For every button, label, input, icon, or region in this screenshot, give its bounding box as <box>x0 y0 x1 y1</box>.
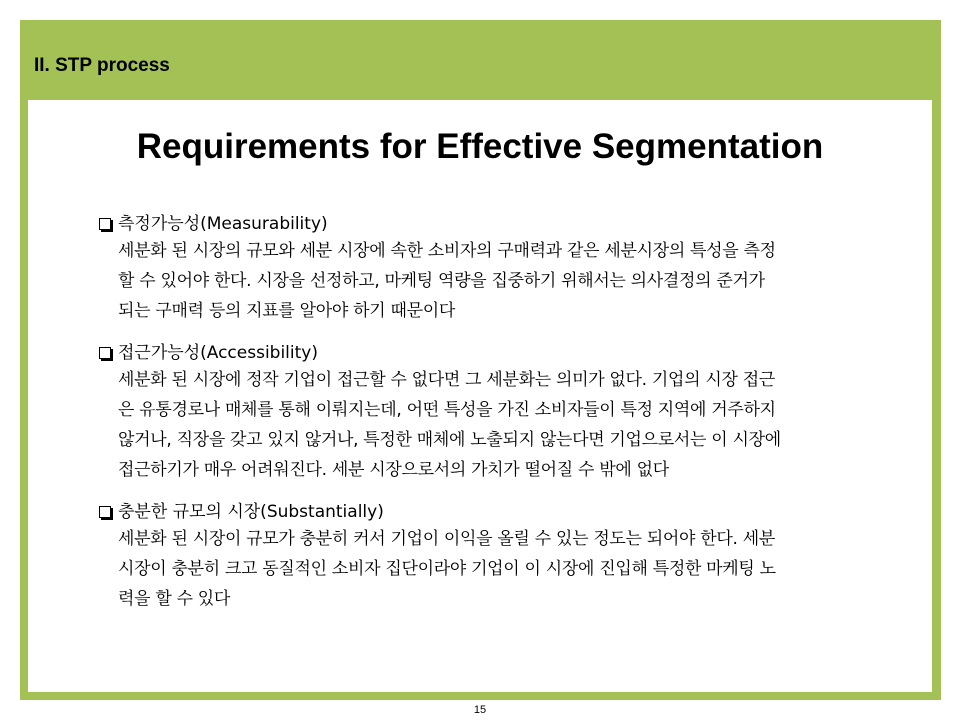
requirement-substantiality <box>98 500 898 614</box>
section-header-title: II. STP process <box>34 55 170 76</box>
slide-content <box>28 100 932 692</box>
page-number: 15 <box>473 704 487 716</box>
requirement-text-line: 세분화 된 시장이 규모가 충분히 커서 기업이 이익을 올릴 수 있는 정도는 되어야 한다. 세분 <box>118 529 775 549</box>
slide-frame <box>20 20 941 700</box>
requirement-text-line: 할 수 있어야 한다. 시장을 선정하고, 마케팅 역량을 집중하기 위해서는 의사결정의 준거가 <box>118 271 765 291</box>
requirements-list <box>98 212 898 629</box>
checkbox-bullet-icon <box>99 506 111 518</box>
requirement-text-line: 접근하기가 매우 어려워진다. 세분 시장으로서의 가치가 떨어질 수 밖에 없다 <box>118 460 669 480</box>
slide-title: Requirements for Effective Segmentation <box>136 127 824 166</box>
requirement-text-line: 세분화 된 시장의 규모와 세분 시장에 속한 소비자의 구매력과 같은 세분시장의 특성을 측정 <box>118 241 776 261</box>
requirement-text-line: 않거나, 직장을 갖고 있지 않거나, 특정한 매체에 노출되지 않는다면 기업으로서는 이 시장에 <box>118 430 781 450</box>
checkbox-bullet-icon <box>99 218 111 230</box>
requirement-text-line: 세분화 된 시장에 정작 기업이 접근할 수 없다면 그 세분화는 의미가 없다. 기업의 시장 접근 <box>118 370 775 390</box>
requirement-heading-text: 측정가능성(Measurability) <box>118 214 328 234</box>
requirement-measurability <box>98 212 898 326</box>
requirement-text-line: 은 유통경로나 매체를 통해 이뤄지는데, 어떤 특성을 가진 소비자들이 특정 지역에 거주하지 <box>118 400 776 420</box>
requirement-heading <box>98 212 898 236</box>
requirement-heading-text: 충분한 규모의 시장(Substantially) <box>118 502 384 522</box>
requirement-heading <box>98 500 898 524</box>
requirement-heading-text: 접근가능성(Accessibility) <box>118 343 318 363</box>
requirement-text-line: 되는 구매력 등의 지표를 알아야 하기 때문이다 <box>118 301 455 321</box>
requirement-accessibility <box>98 341 898 485</box>
checkbox-bullet-icon <box>99 347 111 359</box>
requirement-heading <box>98 341 898 365</box>
requirement-text-line: 력을 할 수 있다 <box>118 589 231 609</box>
requirement-text-line: 시장이 충분히 크고 동질적인 소비자 집단이라야 기업이 이 시장에 진입해 특정한 마케팅 노 <box>118 559 776 579</box>
